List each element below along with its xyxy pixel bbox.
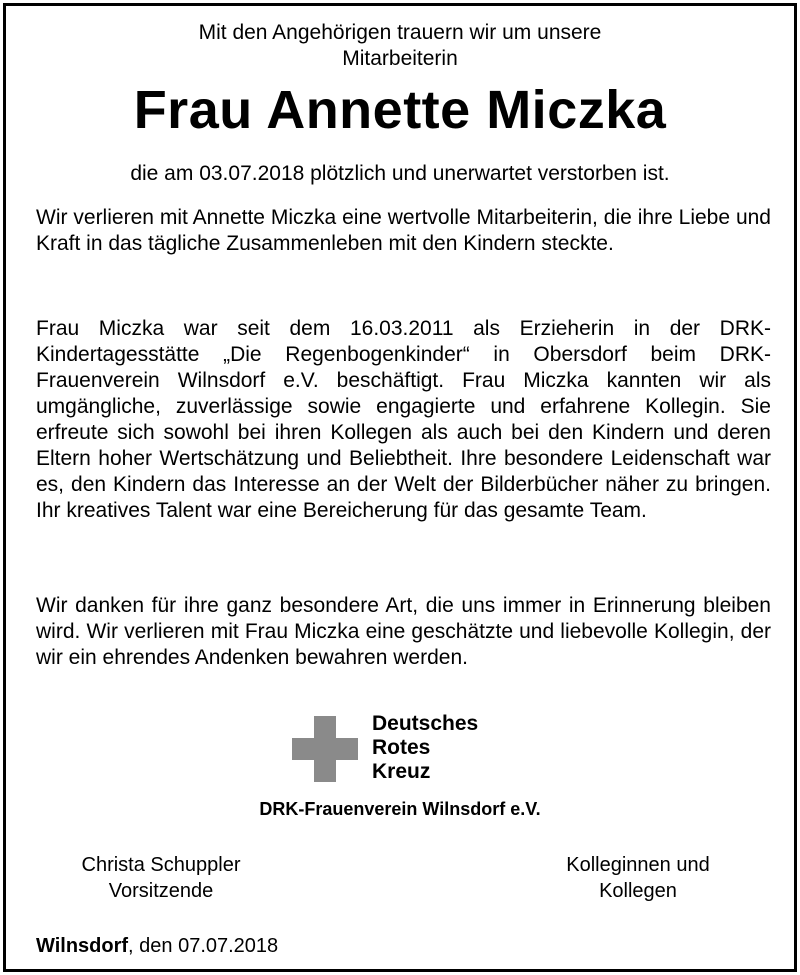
signature-role: Vorsitzende	[108, 880, 214, 902]
red-cross-icon	[292, 716, 358, 782]
intro-text	[6, 20, 794, 72]
paragraph-3: Wir danken für ihre ganz besondere Art, die uns immer in Erinnerung bleiben wird. Wir verlieren mit Frau Miczka eine geschätzte und liebevolle Kollegin, der wir ein ehrendes Andenken bewahren werden.	[36, 594, 771, 669]
place-name: Wilnsdorf	[36, 935, 129, 957]
signature-name: Christa Schuppler	[81, 854, 241, 876]
drk-logo	[292, 710, 522, 782]
colleagues-line-2: Kollegen	[599, 880, 677, 902]
organization-name: DRK-Frauenverein Wilnsdorf e.V.	[259, 799, 541, 819]
signature-chairwoman	[46, 852, 276, 904]
intro-line-1: Mit den Angehörigen trauern wir um unsere	[198, 21, 602, 44]
paragraph-2: Frau Miczka war seit dem 16.03.2011 als Erzieherin in der DRK-Kindertagesstätte „Die Regenbogenkinder“ in Obersdorf beim DRK-Frauenverein Wilnsdorf e.V. beschäftigt. Frau Miczka kannten wir als umgängliche, zuverlässige sowie engagierte und erfahrene Kollegin. Sie erfreute sich sowohl bei ihren Kollegen als auch bei den Kindern und deren Eltern hoher Wertschätzung und Beliebtheit. Ihre besondere Leidenschaft war es, den Kindern das Interesse an der Welt der Bilderbücher näher zu bringen. Ihr kreatives Talent war eine Bereicherung für das gesamte Team.	[36, 317, 771, 522]
logo-line-2: Rotes	[372, 736, 431, 759]
signature-colleagues	[523, 852, 753, 904]
logo-line-1: Deutsches	[372, 712, 479, 735]
paragraph-1: Wir verlieren mit Annette Miczka eine wertvolle Mitarbeiterin, die ihre Liebe und Kraft in das tägliche Zusammenleben mit den Kindern steckte.	[36, 206, 771, 255]
intro-line-2: Mitarbeiterin	[342, 47, 458, 70]
logo-wordmark	[372, 712, 478, 784]
place-date-line	[36, 934, 278, 958]
death-date-line: die am 03.07.2018 plötzlich und unerwartet verstorben ist.	[130, 162, 670, 185]
colleagues-line-1: Kolleginnen und	[566, 854, 710, 876]
date-text: , den 07.07.2018	[128, 935, 279, 957]
deceased-name: Frau Annette Miczka	[133, 80, 667, 140]
obituary-notice	[3, 3, 797, 972]
logo-line-3: Kreuz	[372, 760, 431, 783]
